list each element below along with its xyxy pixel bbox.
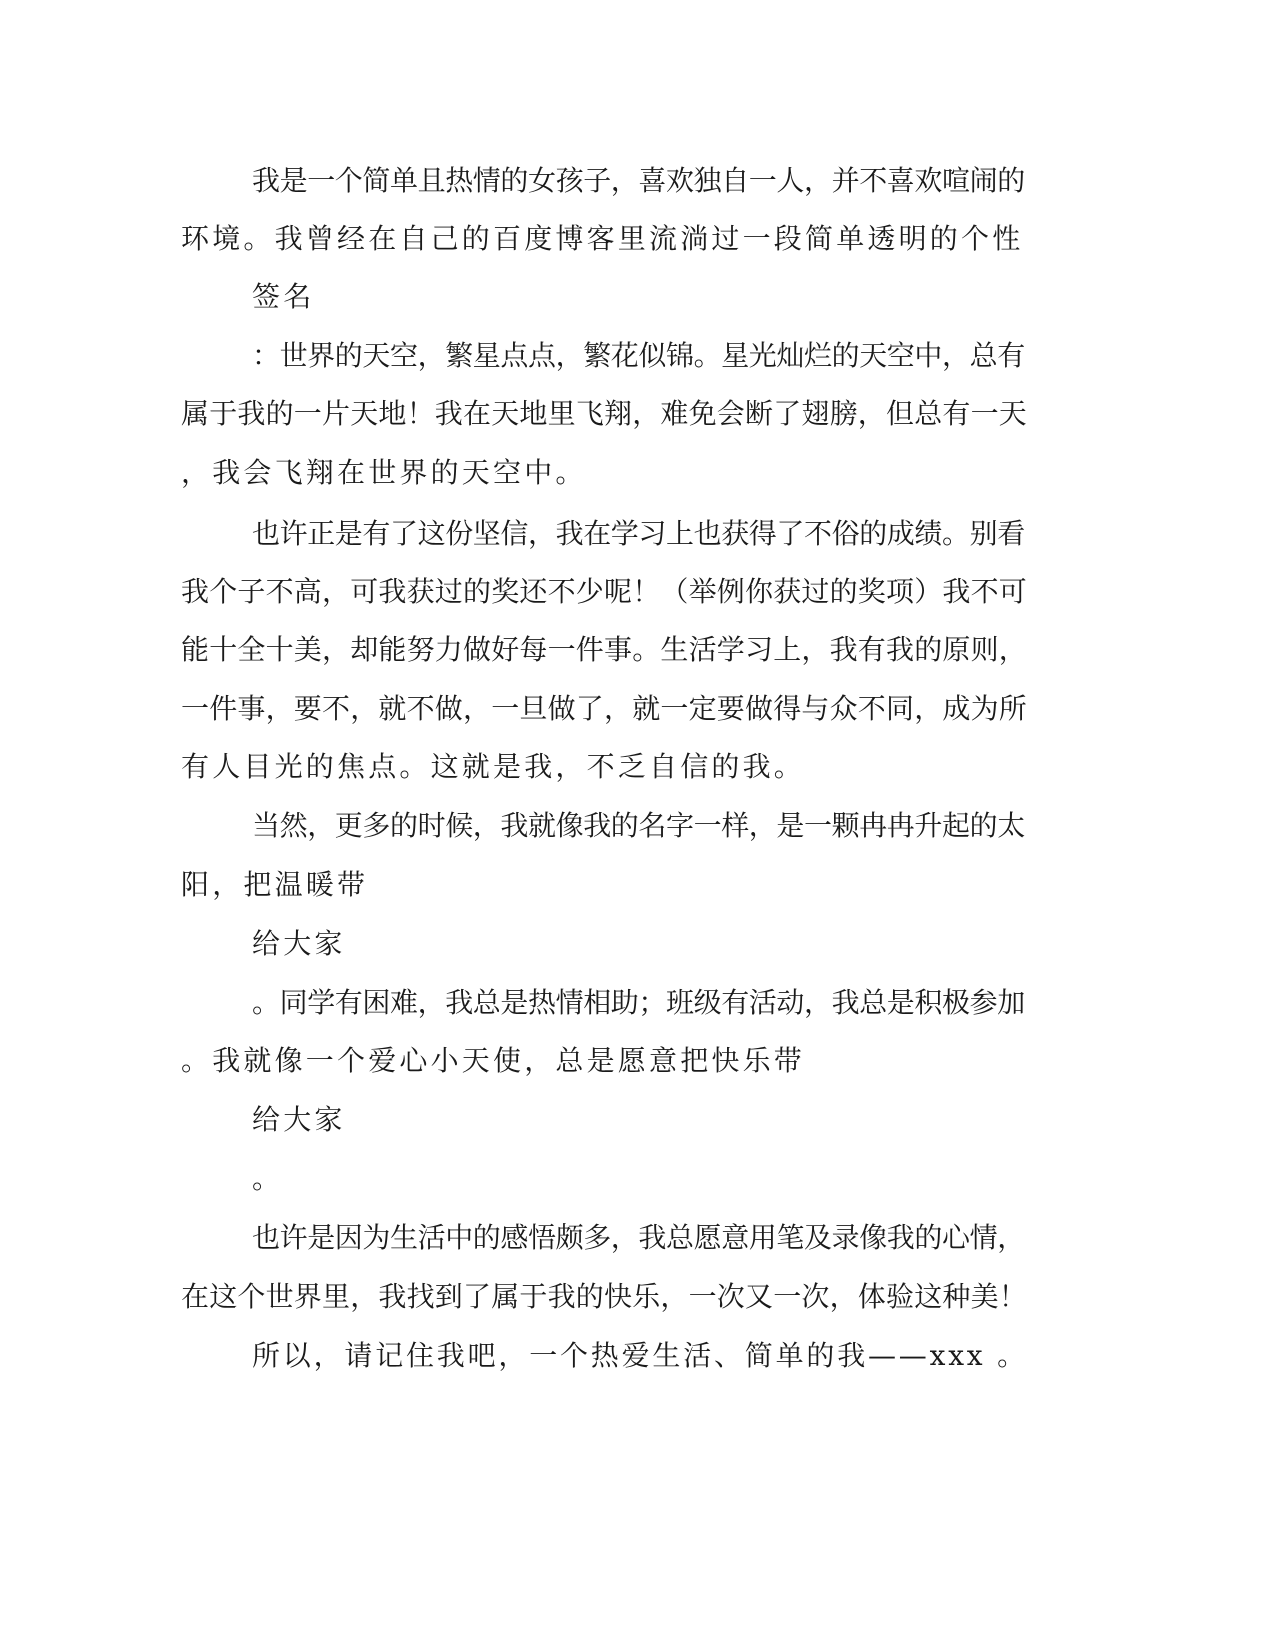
text-line: 也许是因为生活中的感悟颇多，我总愿意用笔及录像我的心情， <box>252 1221 1025 1254</box>
text-line: 。我就像一个爱心小天使，总是愿意把快乐带 <box>181 1044 806 1077</box>
text-line: ，我会飞翔在世界的天空中。 <box>181 456 587 489</box>
text-line: 阳，把温暖带 <box>181 868 369 901</box>
text-line: 我个子不高，可我获过的奖还不少呢！（举例你获过的奖项）我不可 <box>181 575 1028 608</box>
text-line: 给大家 <box>252 1103 346 1136</box>
text-line: 一件事，要不，就不做，一旦做了，就一定要做得与众不同，成为所 <box>181 692 1028 725</box>
text-line: 我是一个简单且热情的女孩子，喜欢独自一人，并不喜欢喧闹的 <box>252 164 1025 197</box>
text-line: 给大家 <box>252 927 346 960</box>
text-line: 。同学有困难，我总是热情相助；班级有活动，我总是积极参加 <box>252 986 1025 1019</box>
text-line: 当然，更多的时候，我就像我的名字一样，是一颗冉冉升起的太 <box>252 809 1025 842</box>
text-line: 也许正是有了这份坚信，我在学习上也获得了不俗的成绩。别看 <box>252 517 1025 550</box>
text-line: 能十全十美，却能努力做好每一件事。生活学习上，我有我的原则， <box>181 633 1028 666</box>
text-line: 有人目光的焦点。这就是我，不乏自信的我。 <box>181 750 806 783</box>
text-line: 所以，请记住我吧，一个热爱生活、简单的我——xxx 。 <box>252 1339 1028 1372</box>
text-line: 环境。我曾经在自己的百度博客里流淌过一段简单透明的个性 <box>181 222 1024 255</box>
text-line: 签名 <box>252 280 315 313</box>
text-line: 属于我的一片天地！我在天地里飞翔，难免会断了翅膀，但总有一天 <box>181 397 1028 430</box>
text-line: 。 <box>252 1162 284 1195</box>
text-line: 在这个世界里，我找到了属于我的快乐，一次又一次，体验这种美！ <box>181 1280 1028 1313</box>
text-line: ：世界的天空，繁星点点，繁花似锦。星光灿烂的天空中，总有 <box>252 339 1025 372</box>
